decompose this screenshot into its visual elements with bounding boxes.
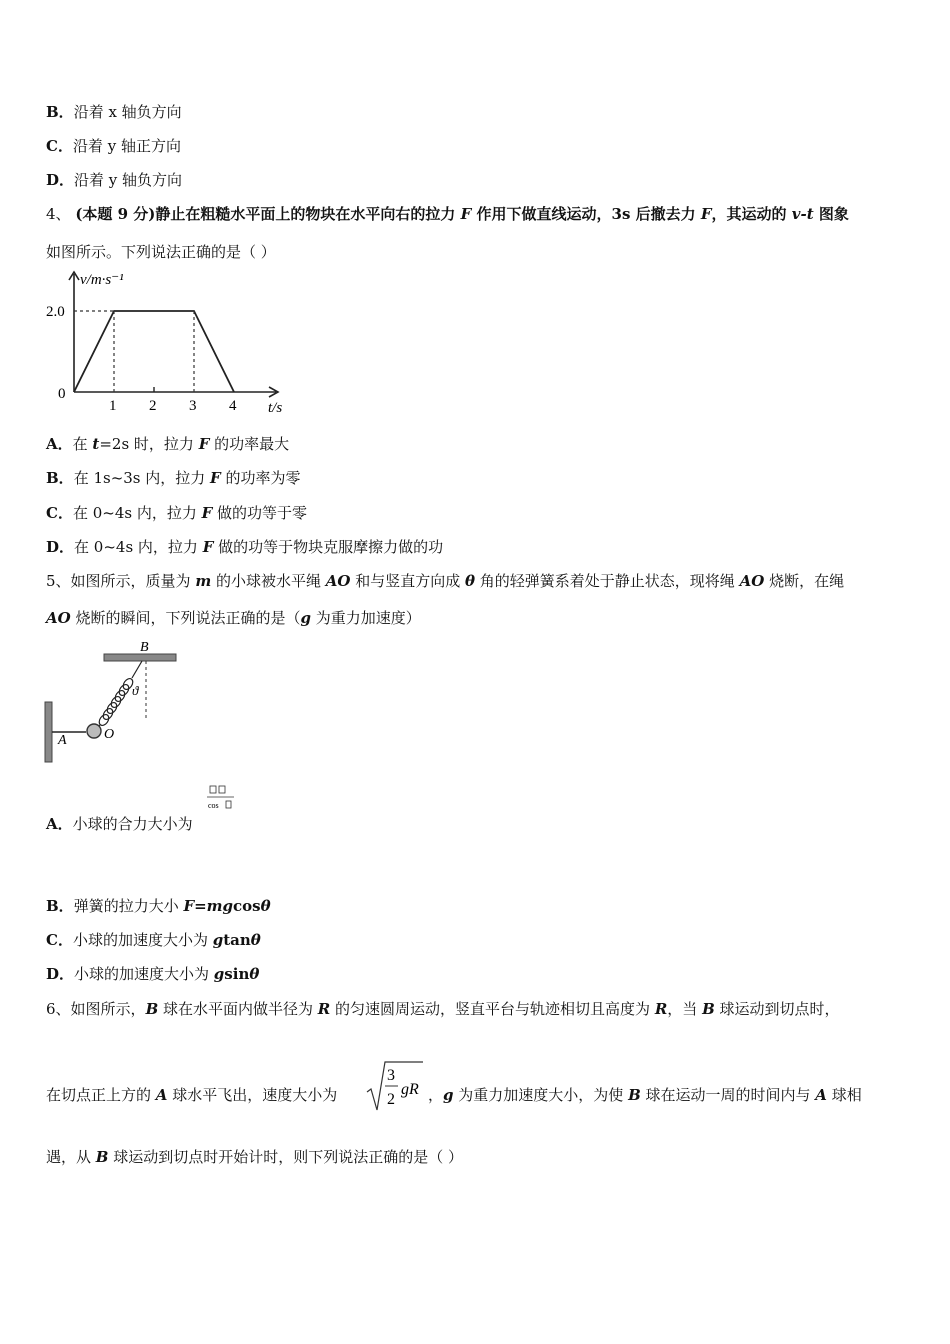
graph-x-tick-4: 4 [229, 398, 237, 414]
q4-option-c: C．在 0~4s 内，拉力 F 做的功等于零 [46, 504, 308, 522]
graph-x-tick-1: 1 [109, 398, 117, 414]
graph-x-tick-3: 3 [189, 398, 197, 414]
sqrt-formula [365, 1058, 425, 1114]
q3-option-d: D．沿着 y 轴负方向 [46, 171, 183, 189]
q6-stem-line1: 6、如图所示，B 球在水平面内做半径为 R 的匀速圆周运动，竖直平台与轨迹相切且高度为 R，当 B 球运动到切点时， [46, 1000, 840, 1018]
sqrt-numerator: 3 [387, 1067, 395, 1084]
q4-option-a: A．在 t=2s 时，拉力 F 的功率最大 [46, 435, 290, 453]
q5-option-b: B．弹簧的拉力大小 F=mgcosθ [46, 897, 271, 915]
q5-option-d: D．小球的加速度大小为 gsinθ [46, 965, 260, 983]
fraction-formula [204, 783, 236, 813]
label-a: A [58, 733, 67, 748]
ball-o [87, 724, 101, 738]
sqrt-denominator: 2 [387, 1091, 395, 1108]
q6-stem-line2-part1: 在切点正上方的 A 球水平飞出，速度大小为 [46, 1086, 338, 1104]
q5-option-a: A．小球的合力大小为 [46, 815, 193, 833]
q4-vt-graph [44, 268, 304, 420]
q3-option-c: C．沿着 y 轴正方向 [46, 137, 181, 155]
q6-stem-line3: 遇，从 B 球运动到切点时开始计时，则下列说法正确的是（ ） [46, 1148, 464, 1166]
graph-velocity-line [74, 311, 234, 392]
label-theta: ϑ [132, 683, 139, 698]
ceiling-b [104, 654, 176, 661]
q5-stem-line2: AO 烧断的瞬间，下列说法正确的是（g 为重力加速度） [46, 609, 421, 627]
graph-x-label: t/s [268, 400, 283, 416]
graph-x-tick-2: 2 [149, 398, 157, 414]
q4-option-b: B．在 1s~3s 内，拉力 F 的功率为零 [46, 469, 301, 487]
q5-stem-line1: 5、如图所示，质量为 m 的小球被水平绳 AO 和与竖直方向成 θ 角的轻弹簧系着处于静止状态，现将绳 AO 烧断，在绳 [46, 572, 845, 590]
graph-y-tick: 2.0 [46, 304, 65, 320]
graph-y-label: v/m·s⁻¹ [80, 272, 124, 288]
q3-option-b: B．沿着 x 轴负方向 [46, 103, 182, 121]
sqrt-variable: gR [401, 1081, 419, 1098]
wall-a [45, 702, 52, 762]
q5-option-c: C．小球的加速度大小为 gtanθ [46, 931, 261, 949]
q4-option-d: D．在 0~4s 内，拉力 F 做的功等于物块克服摩擦力做的功 [46, 538, 444, 556]
label-o: O [104, 727, 115, 742]
label-b: B [140, 640, 149, 655]
graph-origin: 0 [58, 386, 66, 402]
fraction-denominator: cos [208, 801, 219, 810]
q5-spring-figure [40, 634, 190, 766]
q6-stem-line2-part2: ，g 为重力加速度大小，为使 B 球在运动一周的时间内与 A 球相 [428, 1086, 862, 1104]
q4-stem-line1: 4、 (本题 9 分)静止在粗糙水平面上的物块在水平向右的拉力 F 作用下做直线运动，3s 后撤去力 F，其运动的 v-t 图象 [46, 205, 849, 223]
q4-stem-line2: 如图所示。下列说法正确的是（ ） [46, 243, 276, 261]
